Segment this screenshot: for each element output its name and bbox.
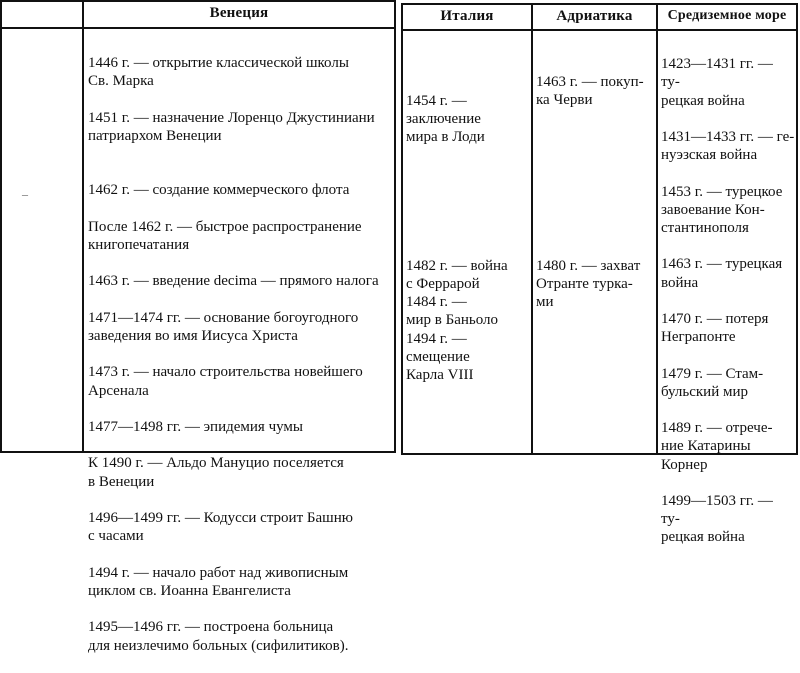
italy-entry: 1482 г. — война с Феррарой — [406, 258, 508, 293]
italy-header: Италия — [440, 8, 494, 24]
mediterranean-entry: 1499—1503 гг. — ту- рецкая война — [661, 493, 773, 546]
adriatic-entry: 1480 г. — захват Отранте турка- ми — [536, 258, 641, 311]
venice-entry: 1471—1474 гг. — основание богоугодного заведения во имя Иисуса Христа — [88, 309, 359, 345]
venice-entry: 1446 г. — открытие классической школы Св. Марка — [88, 55, 349, 90]
venice-table-header-border — [0, 27, 396, 29]
adriatic-column-divider — [656, 3, 658, 455]
adriatic-entry: 1463 г. — покуп- ка Черви — [536, 74, 644, 109]
right-table-right-border — [796, 3, 798, 455]
venice-entry: После 1462 г. — быстрое распространение книгопечатания — [88, 218, 362, 254]
venice-entry: К 1490 г. — Альдо Мануцио поселяется в Венеции — [88, 455, 344, 490]
venice-entry: 1473 г. — начало строительства новейшего Арсенала — [88, 364, 363, 399]
mediterranean-column — [661, 37, 795, 565]
mediterranean-entry: 1423—1431 гг. — ту- рецкая война — [661, 56, 773, 109]
right-table-left-border — [401, 3, 403, 455]
italy-column-divider — [531, 3, 533, 455]
adriatic-header: Адриатика — [556, 8, 633, 24]
mediterranean-entry: 1463 г. — турецкая война — [661, 256, 783, 291]
venice-entry: 1463 г. — введение decima — прямого налога — [88, 273, 379, 290]
venice-header: Венеция — [209, 5, 269, 21]
mediterranean-entry: 1431—1433 гг. — ге- нуэзская война — [661, 129, 795, 164]
mediterranean-entry: 1489 г. — отрече- ние Катарины Корнер — [661, 420, 773, 473]
venice-table-left-border — [0, 0, 2, 453]
venice-table-right-border — [394, 0, 396, 453]
right-table-header-border — [401, 29, 798, 31]
venice-entry: 1494 г. — начало работ над живописным циклом св. Иоанна Евангелиста — [88, 564, 349, 599]
mediterranean-entry: 1479 г. — Стам- бульский мир — [661, 365, 764, 400]
venice-entry: 1462 г. — создание коммерческого флота — [88, 182, 350, 199]
mediterranean-header: Средиземное море — [667, 8, 787, 23]
venice-entry: 1477—1498 гг. — эпидемия чумы — [88, 419, 303, 436]
italy-entry: 1494 г. — смещение Карла VIII — [406, 331, 474, 384]
venice-entry: 1451 г. — назначение Лоренцо Джустиниани патриархом Венеции — [88, 109, 375, 145]
venice-entry: 1495—1496 гг. — построена больница для неизлечимо больных (сифилитиков). — [88, 619, 349, 654]
venice-column-divider — [82, 0, 84, 453]
mediterranean-entry: 1453 г. — турецкое завоевание Кон- стантинополя — [661, 183, 783, 237]
mediterranean-entry: 1470 г. — потеря Негрaпонте — [661, 311, 769, 346]
italy-entry: 1454 г. — заключение мира в Лоди — [406, 93, 485, 146]
venice-column — [88, 36, 392, 673]
italy-entry: 1484 г. — мир в Баньоло — [406, 294, 499, 329]
venice-entry: 1496—1499 гг. — Кодусси строит Башню с часами — [88, 510, 353, 545]
stray-dash-mark: – — [22, 187, 28, 201]
